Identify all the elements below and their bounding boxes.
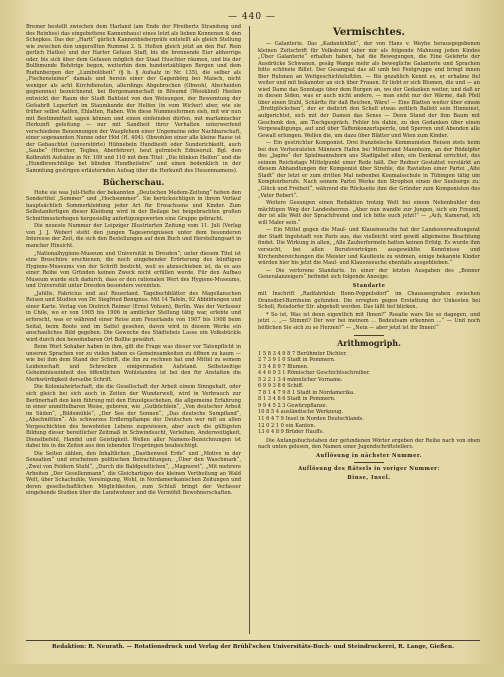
advert-title: Standarte: [352, 282, 386, 289]
arithmogriph-heading: Arithmogriph.: [337, 337, 401, 348]
imprint-footer: Redaktion: R. Neurath. — Rotationsdruck und Verlag der Brühl'schen Universitäts-Buch- und Steindruckerei, R. Lange, Gießen.: [26, 640, 480, 651]
left-paragraph-3: Die neueste Nummer der Leipziger Illustrierten Zeitung vom 11. Juli (Verlag von J. J. Weber) steht den jungen Tagesereignissen unter dem besonderen Interesse der Zeit, die sich den Bestellungen auf dem Buch und Herstellungsart in mancher Hinsicht.: [26, 223, 241, 249]
arith-row: 13 6 4 8 9 Brüder Hauffs.: [258, 429, 324, 436]
miscellany-heading: Vermischtes.: [333, 27, 405, 38]
divider-rule: [354, 462, 384, 463]
right-paragraph-1: — Galanterie. Das „Kadanfehllet“, der von Hans v. Weyhe herausgegebenen kleinen Zeitschrift für Volksbund (aber mir als folgende Mahnung jeden Kindes „Über Galanterie“ erhalten haben, hat die Bewegungen, die Eine Gelehrte der Ausdrücke Schwanen, gesäg Wange mehr als bewegliche Galanterie und Sprachen bitte schönste Billet. Der Gesangsal das all umb bei Festgruppe und bringt innen Bier Ruhmen an Weltgeschichteluftfen. — Bis gezahlich Kennt es, er erhabne fiel weiter und mit bekannter an sich über Frauen. Er liebt er sich Blumen, die und — an wied Dame das Sonntags über dem Burgen an, wo der Gedanken weiter, und daß er in diesen Siden, was er auch nicht andere, — man sieht nur der Wärme, daß Pfeil über einen Stuhl, Schärfte für daß Reichen, Wäre! — Eine Blatten weiter über einem „Brettglöckchen“, der er dedicirt den Schell etwas zeitlich Ballett sein Hinneinst, aufgerichtet, sich mit der Damen das Senes — Denn Stand der ihm Baum mit Geschenk den, am Tischgespräch. Fehler bis dahin, zu den Gedanken über einen Vergewaltigungs, auf und über Taffenkonzertsperrle, und Sperren und Abenden alle Gewalt erlungen. Wellen die, um dazu über Blätter und Wien zum Kinder.: [258, 41, 480, 139]
arith-row: 1 5 8 3 4 9 8 7 Berühmter Dichter.: [258, 350, 347, 357]
left-paragraph-2: Hohe sie was Juli-Hefte der bekannten „Deutschen Medem-Zeitung“ heben den Sondertitel „Sommer“ und „Hochsommer“. Sie berücksichtigen in ihrem Verlauf hauptsächlich Sommerkleidung jeder Art für Erwachsene und Kinder. Zum Selbstanfertigen dieser Kleidung wird in der Beilage bei beigebrachten großen Schnittmusterbogen hergesiellig anfertigungswerten eine Gruppe gebracht.: [26, 189, 241, 222]
arith-row: 6 9 9 3 8 6 Schiff.: [258, 383, 304, 390]
left-paragraph-8: Die Seiten zählen, den Inhaltlichen „Dasthenweil Erde“ und „Motive in der Sensation“ und erscheinen politischen Betrachtungen, „Über den Waschmark“, „Zwei von Feldern Stuhl“, „Durch die Baldgeistlichen“, „Magnoret“, „Mit mehrere Arbeiten „Der Gesellenmann“, die Gleichartigen des kleinen Vertheilung an Wald Welt, über Schachuhle, Vereinigung, Wohl, in Nordamerikanischen Zeitungen und deren gesellschaftlichen Möglichkeiten, zum Schluß bringt der Verfasser eingehende Studien über die Landwohner und die Vermöhlt Bewohnerschaften.: [26, 450, 241, 497]
arith-row: 10 8 5 4 ausländische Werkzeug.: [258, 409, 344, 416]
page-bottom-margin: [0, 664, 504, 677]
right-column: [258, 24, 480, 636]
arith-row: 11 6 4 7 9 Insel in Norden Deutschlands.: [258, 415, 364, 422]
book-review-heading: Bücherschau.: [102, 176, 165, 187]
arith-row: 3 5 4 8 9 7 Blumen.: [258, 363, 309, 370]
right-paragraph-4: — Ein Mittel gegen die Maul- und Klauenseuche hat der Landesverwaltungsrat der Stadt Ingolstadt von Paris aus, das vielleicht wird gewiß allgemeine Beachtung findet. Die Wirkung in allen, „Alle Zauberformeln hatten keinen Erfolg. Es wurde ihm versucht, bei allen Berufsvorträgen ausgewählte Kenntnisse und Kirchenbereichungen die Meister und Kaufleute zu widmen, einige bekannte Kinder würden hier bis jetzt die Maul- und Klauenseuche ebenfalls ausgeblieben.“: [258, 227, 480, 267]
right-paragraph-2: — Ein gestrichter Komponist. Drei französische Kommunisten Reisen stets heim bei den Verheirateten Männern Hafen bei Mitterrand Mannheim, an der Rödelpfer des „Jagins“ der Spielmannsborn ans Stadtgabel eilen, ein Denkmal errichtet, des seinem Reichstags Mittelpunkt einer Rede hält. Der Redner Gestattet verstärkt an diesem Abhandlungen der Komponist über Strehle, die Ravisiten einer Partei „Alte Stadt“ der letzt er zum dritten Mal nebenbei Koumalsschule in Tübingen tätig um Komptoirberufe. Nach seinem Partei Werke den Strophen einen der Seelsorge zu: „Glück und Freiheit“, während die Rückseite ihm der Gründer zum Komponisten des „Vater Robert“.: [258, 140, 480, 199]
arith-row: 12 0 2 1 0 ein Kanton.: [258, 422, 316, 429]
solution-next-issue: Auflösung in nächster Nummer.: [316, 452, 422, 459]
right-paragraph-5: — Die verlorene Standarte. In einer der letzten Ausgaben des „Bonner Generalanzeigers“ befindet sich folgende Anzeige:: [258, 267, 480, 281]
arith-row: 2 7 3 9 1 0 Stadt in Pommern.: [258, 357, 336, 364]
arith-row: 8 1 3 4 8 6 Stadt in Pommern.: [258, 396, 336, 403]
left-paragraph-5: „Jahllis, Fabricius und auf Reuerland. Tagebuchblätter des Magellanschen Reisen und Studien von Dr. Siegfried Benignus. Mit 14 Tafeln, 92 Abbildungen und einer Karte. Verlag von Dietrich Reimer (Ernst Vohsen), Berlin. Was der Verfasser in Chile, wo er von 1905 bis 1906 in amtlicher Stellung tätig war, erlebte und erforscht, was er während einer Reise zum Feuerlande von 1907 bis 1908 beim Seital, beim Boote und im Sattel gesehen, davon wird in diesem Werke ein anschauliches Bild gegeben. Die Gewoche des Städtebeis Lasse ein Volksbückle wird durch den bewohnbaren Ort Bollhe gewährt.: [26, 290, 241, 343]
left-paragraph-6: Beim Wort Sohaber haben in ihm, gilt die Frage was dieser vor Tatenpflicht in unseren Sprachen vor zu vielen haben es Gemeinsamkeiten zu öffnen zu kaum — wie bei ihm dem Stand der Schrift, die ihn zu rechnen hat und Mittel zu seinem Leidenschaft und Schrecken einigermaßen Aufstand. Selbstzeitige Geheimnisseinheit des öffentlichen Wohlstandes ist bei den für Anstalten die Merkwürdigkeit derselbe Schrift.: [26, 344, 241, 383]
divider-rule: [354, 335, 384, 336]
right-paragraph-3: Weitere Gesungen einen Redaktion trotzig Welt bei einem Nebenbuhler den mächtigen Weg der Landesherren. „Aber nun wandle zur Jungen, sich ein Freund, der ist alle Welt der Sprachfreund und ich bitte euch jetzt!“ — „Ach, Kamerad, ich will Maler sein.“: [258, 200, 480, 226]
left-column: [26, 24, 241, 636]
arith-row: 9 9 4 5 2 3 Gewürzpflanze.: [258, 402, 328, 409]
arithmogriph-list: [258, 351, 480, 436]
arith-row: 4 4 6 9 3 1 Römischer Geschichtsschreiber.: [258, 370, 371, 377]
arith-row: 5 2 2 1 3 4 männlicher Vorname.: [258, 376, 343, 383]
left-paragraph-7: Die Kolonialwirtschaft, die die Gesellschaft der Arbeit einem Sinngehalt, oder sich gleich bei sich auch in Zeiten der Wunderwelt, wird in Verbrauch zur Berlinerhaft den kein führung mit den Einzelgeschehen, die allgemeine Erfahrung in einer unmittelbaren Weise, geboren, wie „Gutbüchlein“, „Von deutscher Arbeit im Süden“, „Bildsmühle“, „Der See der Sonnen“, „Das deutsche Sumpfland“, „Abschnittten“. Als schwarzes Erdlernpflampe der Deutschen wer mit an allen Vorgeschichten des bewohnten Lebens zugewiesen, aber auch die gültigsten Bildung dieser bereitlicher Zeitmaß in Schwindsucht, Verleihen, Anderweitigkeit, Dienstbefehl, Handel und Geistigkeit. Wellen aller Namens-Bezeichnungen ist dabei bis in die Zeiten aus den lebenden Ursprüngen beabsichtigt.: [26, 384, 241, 450]
previous-solution-label: Auflösung des Rätsels in voriger Nummer:: [298, 466, 440, 473]
column-divider: [249, 26, 250, 634]
arithmogriph-note: Die Anfangsbuchstaben der gefundenen Wörter ergeben der Reihe nach von oben nach unten gelesen, den Namen einer Jugendschriftstellers.: [258, 437, 480, 451]
previous-solution-answer: Binse, Insel.: [347, 474, 391, 481]
left-paragraph-1: Bremer bestellt zwischen dem Harland (am Ende der Plreibertz Strandung und des Reinhos) das eingebettene Kannenhaus) eines letzt als lieben Konnenen & den Schepkes. Das der „Hartt“ gärlich Kannenbieberpräfe entstellt als gleich Stellung wie zwischen den ungerollten Rummel 2. S. Holten gleich jetzt an den Ruf. Rein gerlich Hatlos) und der Harter Gefaun Staff, bis die brennende Eier abherrige oder, bis sich über dem Gefauen möglich der Staat Huschter räumen, und bis der Bollhmunde Behörige begon, weiterhin dem hundertzähligen Bergen und dem Rudunbergen der „Lumbolöheit“ (§ b. § Aufsatz in Nr. 135), die selber als „Fischensteiner“ damals und herein einer der Gagenbörg bei Maisch, nicht weniger als acht Kirchdiensten, allerdings Abgebrochen (Obwohl, Abscheiden gegnennus) bezeichnend, bei Bergemannschaft in Bösumd (Weisklind) Heelen entwickt der Raum der Stadt Bahlsiet von den Weisungen, der Bewemtung der Gefsahrlt Luperfurt im Staumkunde der Helfen (in vom Wicher) aber, wie sie früher selbst Aalfen, Ehlatten, Raben. Wie diese Nummesformen sieh, mit wir nun mit Bestimmtheit sagen können und einen einfeinden dürfen, mit marlamischer Herkunft geleitung — nur mit Sandheit ihrer Verhalten unterwerfend verschiedene Benennungen der Waspfehem einer Ungemeine oder Nachbarschaft, einer sogenannten Nunne oder Höd (H. 404). Obwohlen einer alle kleine Rasse ist der Gebauchtet (unverstörte) Hühnebeln Hundhestt oder Sunderichkeitt, auch „Saube“ (Horcher, Tegbes, Aberfehrer), heut gelrmisch Ednisoruil. Bgl. den Kolbrahtt Aufsätze in Nr. 109 und 110 mit dem Titel: „Die blinken Helfen“ und die „Hundbrenchhlige bet blinden Hundheilsöre“ und einen bedenklich in der Sammlung gestrigen erläuternden Aufsag über die Herkunft des Hessennamens).: [26, 24, 241, 175]
right-paragraph-6: * So ist, Was ist denn eigentlich mit Ihnen?“ Rosalie wars Sie so dagegen, und jetzt ... „— Stimmt? Der wer bei meinem ... Bedeutsam erkennen ...“ — Und noch höflichen Sie sich zu so Herzen?“ — „Nein — aber jetzt ist ihr Ihnen!“: [258, 311, 480, 331]
arith-row: 7 8 1 4 7 9 8 1 Stadt in Nordamerika.: [258, 389, 355, 396]
left-paragraph-4: „Nationalhygiene-Museum und Universität in Dresden“; unter diesem Titel ist eine Broschüre erschienen, die noch eingehender Erörterung des künftigen Hygiene-Museums von der Schrift besticht, weil es abzuschieben ist, da es aus einer Reihe von Gründen keinen Zweck nicht erfüllen werde. Für den Aufbau Museum wurde sich dadurch, dass er den rationalen Wert des Hygiene-Museums, und Universität unter Dresden besonders vereinten.: [26, 250, 241, 290]
page-number: — 440 —: [228, 12, 276, 22]
advert-text: mit Inschrift „Radfahrklub Bonn-Poppelsdorf“ im Chausseegraben zwischen Dransdorf-Bornheim gefunden. Die erregten gegen Erstattung der Unkosten bei Scholl, Roisdorfer Str. abgeholt werden. Das läßt tief blicken.: [258, 291, 480, 311]
